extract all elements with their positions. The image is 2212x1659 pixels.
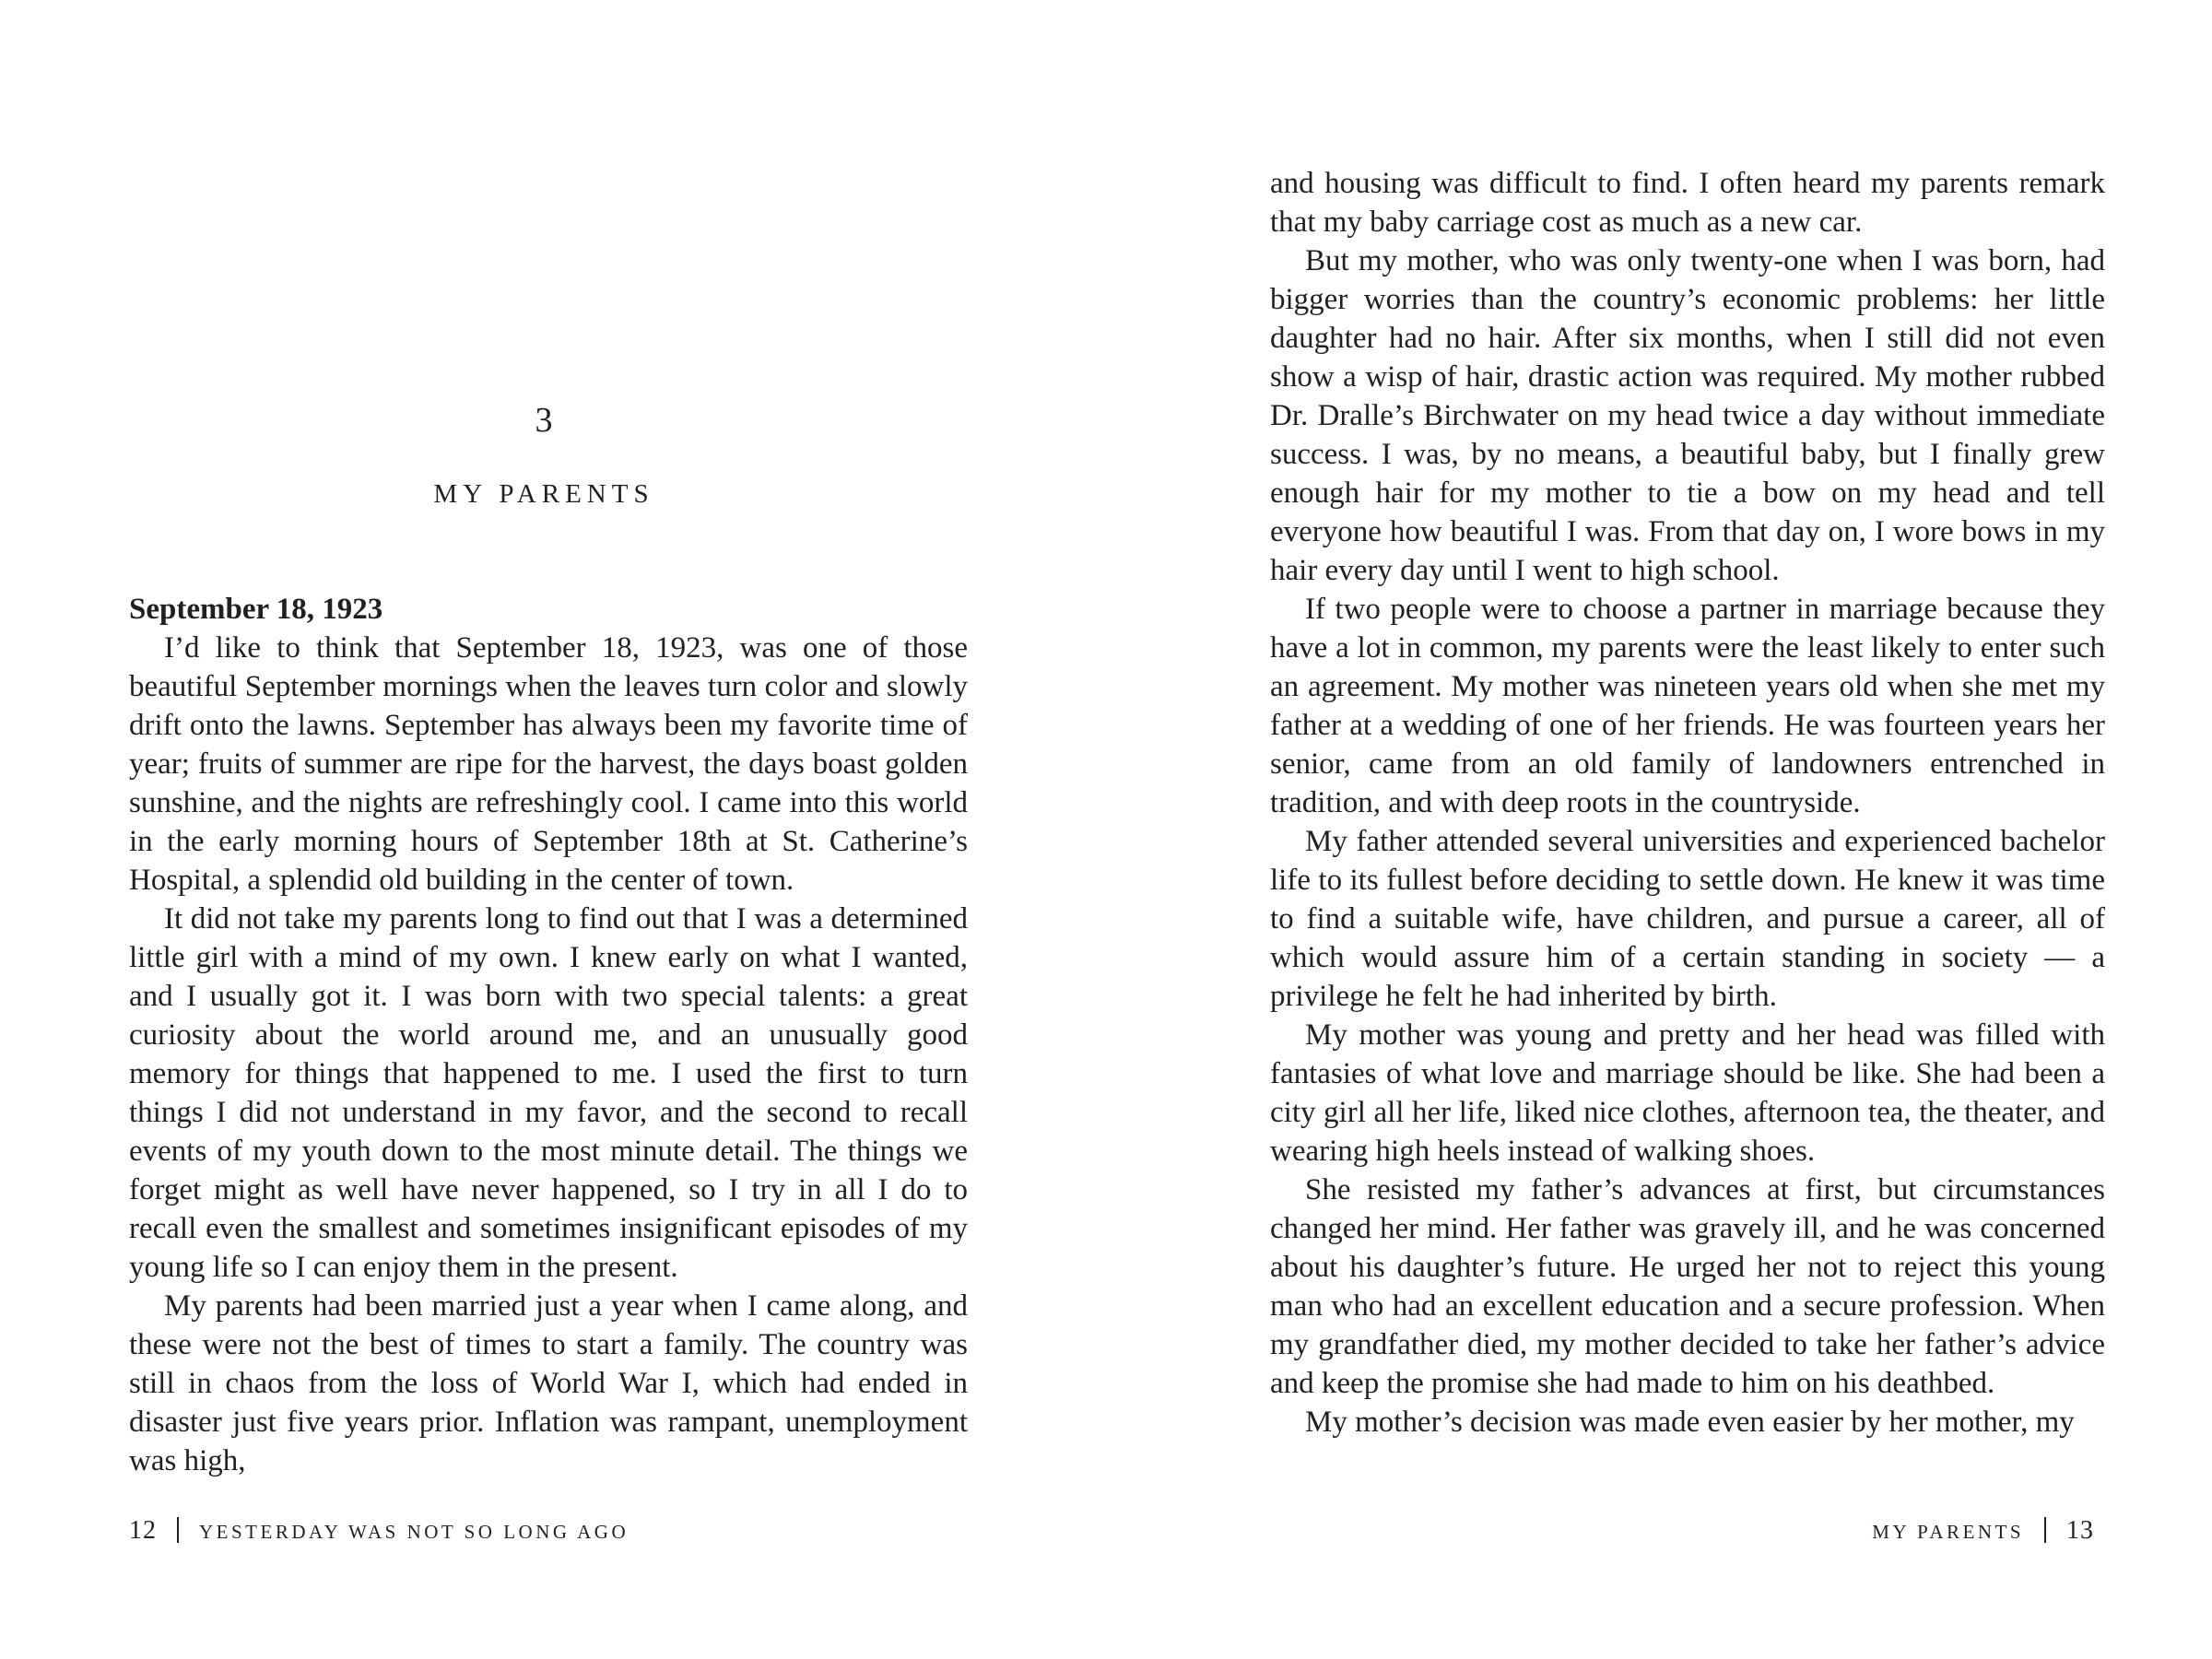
right-page-footer [1872,1513,2094,1548]
paragraph: It did not take my parents long to find out that I was a determined little girl with a mind of my own. I knew early on what I wanted, and I usually got it. I was born with two special talents: a great curiosity about the world around me, and an unusually good memory for things that happened to me. I used the first to turn things I did not understand in my favor, and the second to recall events of my youth down to the most minute detail. The things we forget might as well have never happened, so I try in all I do to recall even the smallest and sometimes insignificant episodes of my young life so I can enjoy them in the present. [129,902,968,1284]
right-page [1106,0,2212,1659]
right-page-body [1270,164,2105,1441]
left-page-footer [129,1513,629,1548]
continued-paragraph: and housing was difficult to find. I often heard my parents remark that my baby carriage cost as much as a new car. [1270,167,2105,239]
running-head-chapter-title: MY PARENTS [1872,1521,2024,1543]
paragraph: My mother’s decision was made even easier by her mother, my [1305,1406,2075,1439]
left-page-body [129,590,968,1480]
paragraph: I’d like to think that September 18, 1923, was one of those beautiful September mornings when the leaves turn color and slowly drift onto the lawns. September has always been my favorite time of year; fruits of summer are ripe for the harvest, the days boast golden sunshine, and the nights are refreshingly cool. I came into this world in the early morning hours of September 18th at St. Catherine’s Hospital, a splendid old building in the center of town. [129,631,968,897]
section-date: September 18, 1923 [129,593,383,626]
paragraph: My parents had been married just a year when I came along, and these were not the best of times to start a family. The country was still in chaos from the loss of World War I, which had ended in disaster just five years prior. Inflation was rampant, unemployment was high, [129,1289,968,1477]
paragraph: My mother was young and pretty and her head was filled with fantasies of what love and marriage should be like. She had been a city girl all her life, liked nice clothes, afternoon tea, the theater, and wearing high heels instead of walking shoes. [1270,1018,2105,1168]
folio-divider [2044,1517,2046,1543]
paragraph: My father attended several universities and experienced bachelor life to its fullest before deciding to settle down. He knew it was time to find a suitable wife, have children, and pursue a career, all of which would assure him of a certain standing in society — a privilege he felt he had inherited by birth. [1270,825,2105,1013]
chapter-number: 3 [535,401,553,440]
paragraph: She resisted my father’s advances at first, but circumstances changed her mind. Her father was gravely ill, and he was concerned about his daughter’s future. He urged her not to reject this young man who had an excellent education and a secure profession. When my grandfather died, my mother decided to take her father’s advice and keep the promise she had made to him on his deathbed. [1270,1173,2105,1400]
paragraph: But my mother, who was only twenty-one when I was born, had bigger worries than the country’s economic problems: her little daughter had no hair. After six months, when I still did not even show a wisp of hair, drastic action was required. My mother rubbed Dr. Dralle’s Birchwater on my head twice a day without immediate success. I was, by no means, a beautiful baby, but I finally grew enough hair for my mother to tie a bow on my head and tell everyone how beautiful I was. From that day on, I wore bows in my hair every day until I went to high school. [1270,244,2105,587]
page-number: 13 [2066,1516,2094,1545]
folio-divider [177,1517,179,1543]
paragraph: If two people were to choose a partner in marriage because they have a lot in common, my parents were the least likely to enter such an agreement. My mother was nineteen years old when she met my father at a wedding of one of her friends. He was fourteen years her senior, came from an old family of landowners entrenched in tradition, and with deep roots in the countryside. [1270,593,2105,819]
running-head-book-title: YESTERDAY WAS NOT SO LONG AGO [199,1521,629,1543]
chapter-title: MY PARENTS [433,479,654,509]
page-number: 12 [129,1516,157,1545]
